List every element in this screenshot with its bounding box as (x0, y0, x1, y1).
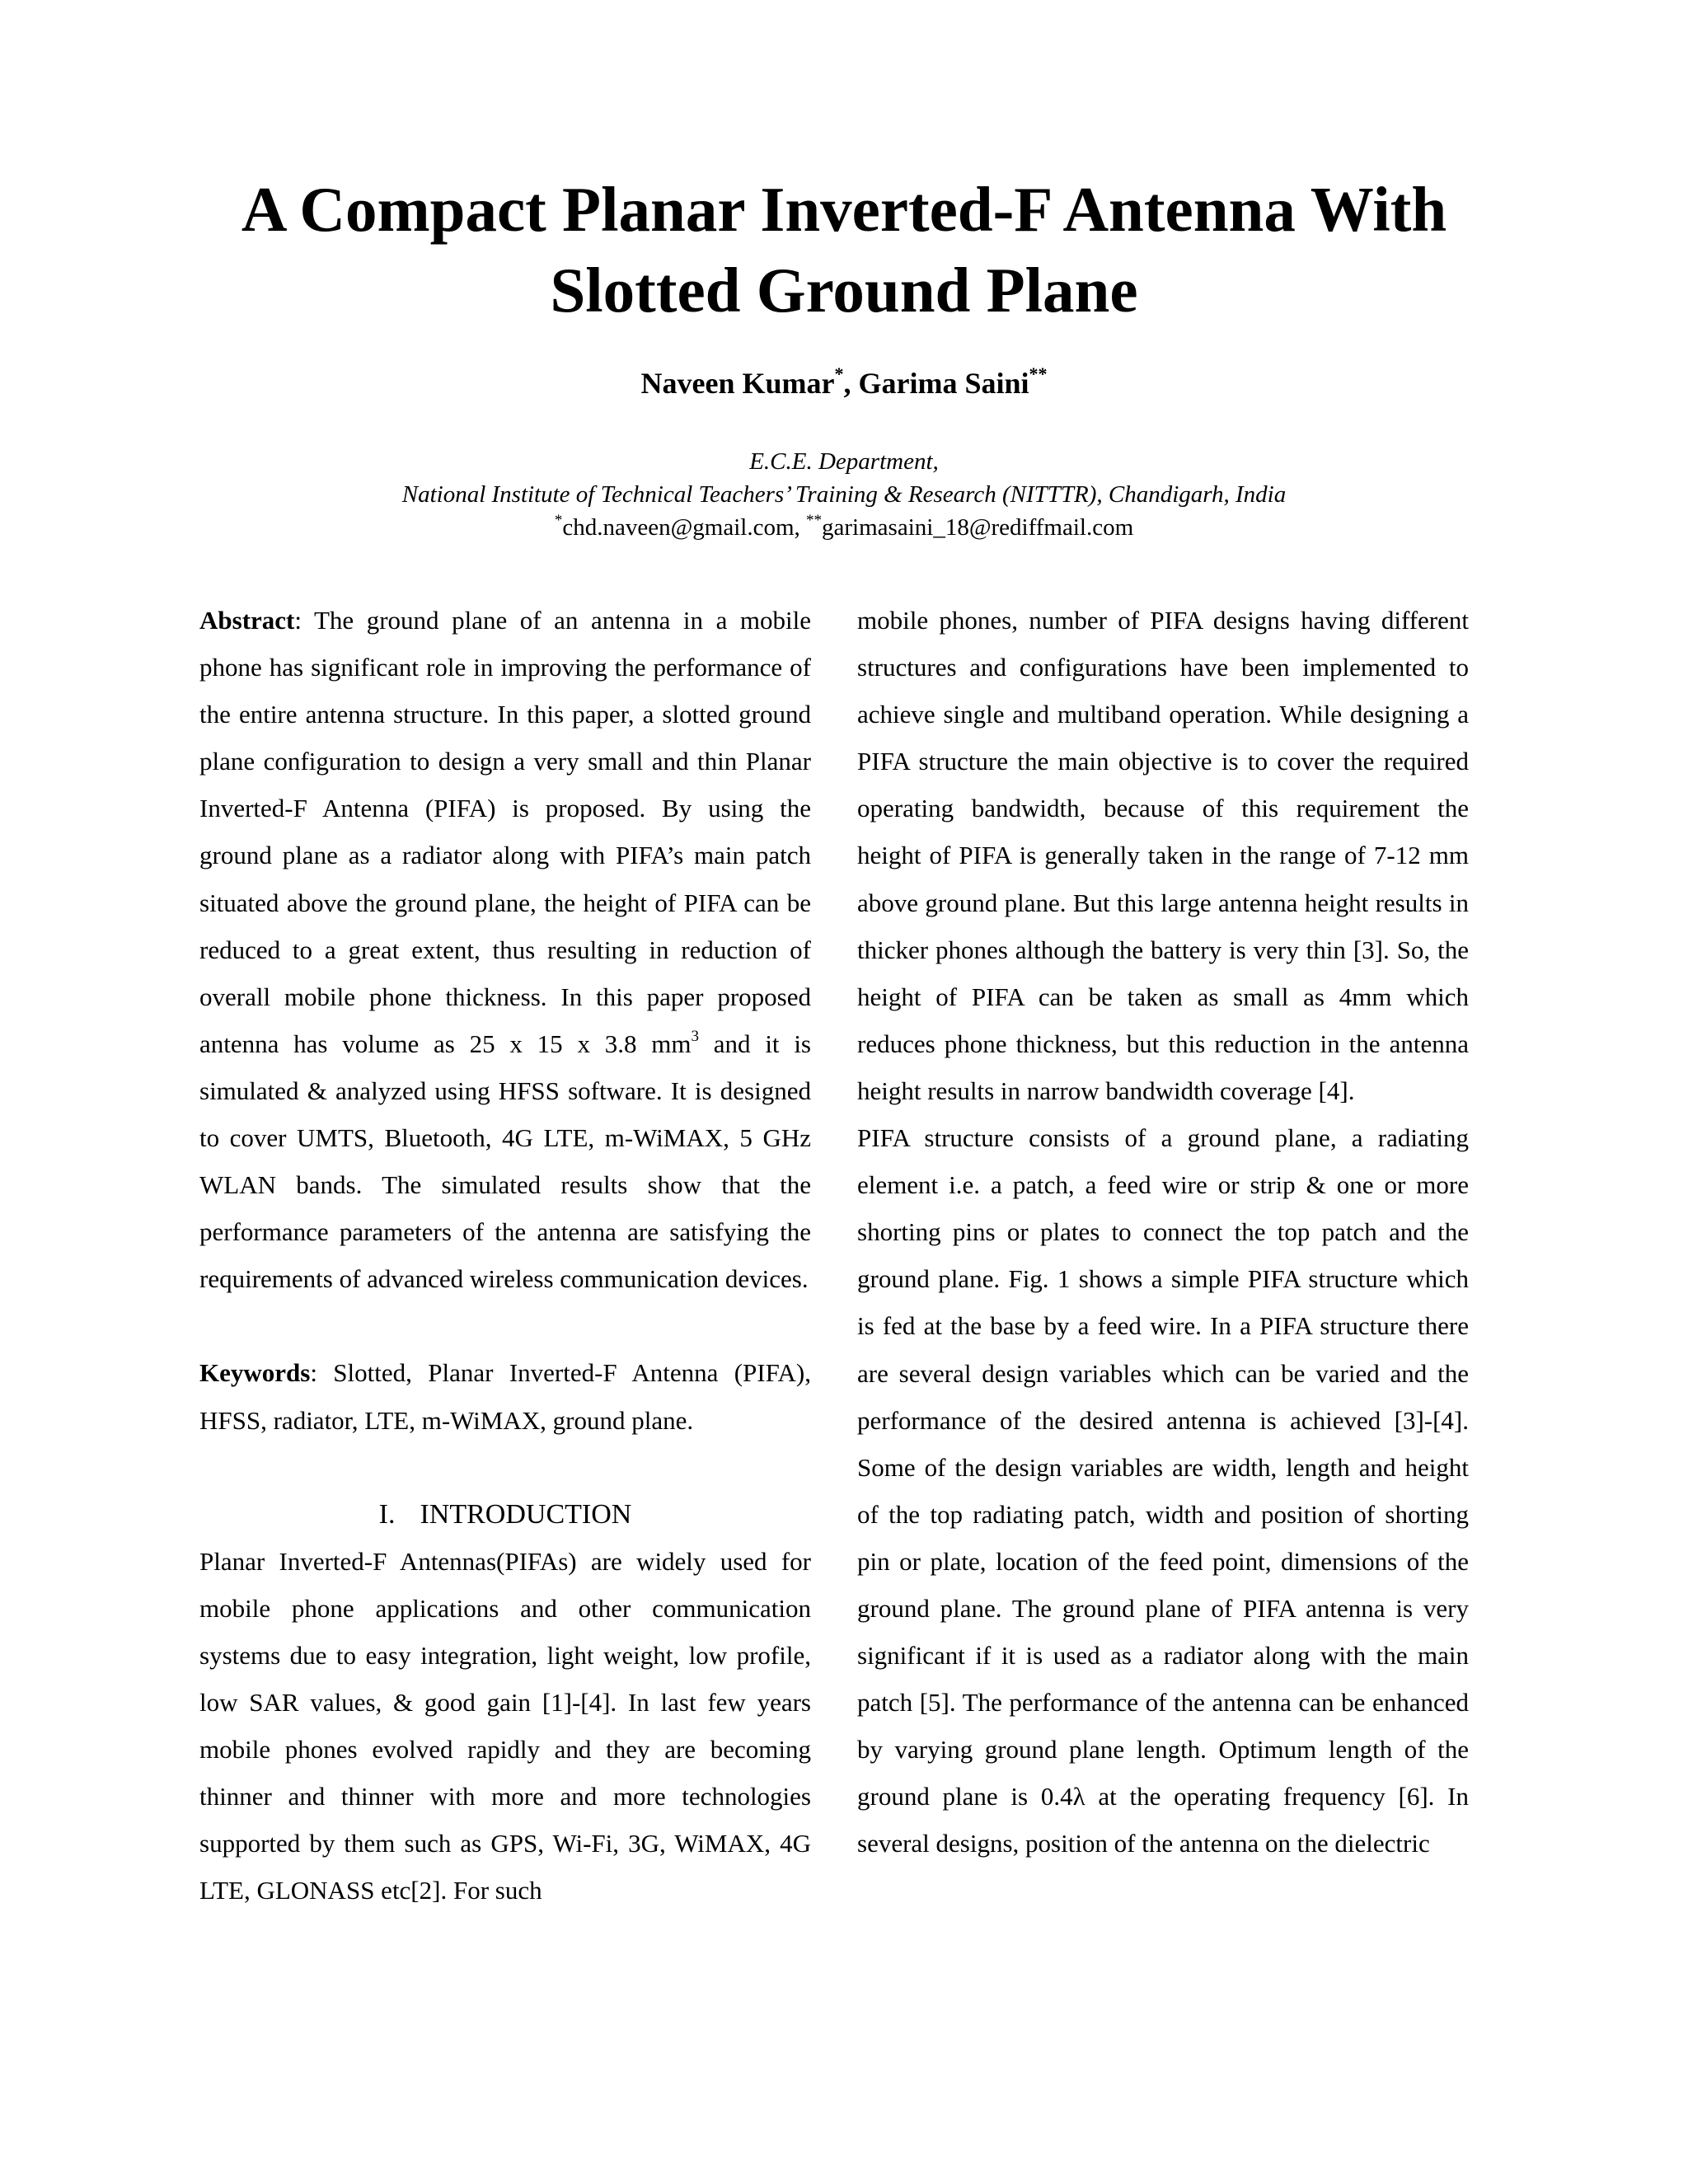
author-2-mark: ** (1029, 363, 1048, 384)
left-column (199, 597, 811, 1914)
email-2: garimasaini_18@rediffmail.com (822, 514, 1134, 541)
introduction-paragraph-3: PIFA structure consists of a ground plane, a radiating element i.e. a patch, a feed wire or strip & one or more shorting pins or plates to connect the top patch and the ground plane. Fig. 1 shows a simple PIFA structure which is fed at the base by a feed wire. In a PIFA structure there are several design variables which can be varied and the performance of the desired antenna is achieved [3]-[4]. Some of the design variables are width, length and height of the top radiating patch, width and position of shorting pin or plate, location of the feed point, dimensions of the ground plane. The ground plane of PIFA antenna is very significant if it is used as a radiator along with the main patch [5]. The performance of the antenna can be enhanced by varying ground plane length. Optimum length of the ground plane is 0.4λ at the operating frequency [6]. In several designs, position of the antenna on the dielectric (857, 1123, 1469, 1858)
section-heading-introduction (199, 1491, 811, 1538)
title-line-2: Slotted Ground Plane (550, 255, 1138, 326)
author-1: Naveen Kumar (640, 367, 835, 400)
right-column (857, 597, 1469, 1868)
introduction-paragraph-1: Planar Inverted-F Antennas(PIFAs) are widely used for mobile phone applications and other communication systems due to easy integration, light weight, low profile, low SAR values, & good gain [1]-[4]. In last few years mobile phones evolved rapidly and they are becoming thinner and thinner with more and more technologies supported by them such as GPS, Wi-Fi, 3G, WiMAX, 4G LTE, GLONASS etc[2]. For such (199, 1546, 811, 1905)
title-line-1: A Compact Planar Inverted-F Antenna With (241, 174, 1447, 245)
section-title: INTRODUCTION (420, 1498, 632, 1530)
abstract-text-a: : The ground plane of an antenna in a mobile phone has significant role in improving the performance of the entire antenna structure. In this paper, a slotted ground plane configuration to design a very small and thin Planar Inverted-F Antenna (PIFA) is proposed. By using the ground plane as a radiator along with PIFA’s main patch situated above the ground plane, the height of PIFA can be reduced to a great extent, thus resulting in reduction of overall mobile phone thickness. In this paper proposed antenna has volume as 25 x 15 x 3.8 mm (199, 606, 811, 1058)
paper-title (0, 169, 1688, 330)
affiliation (0, 445, 1688, 544)
author-separator: , (843, 367, 859, 400)
email-2-mark: ** (806, 512, 823, 529)
email-1-mark: * (554, 512, 563, 529)
keywords-text: : Slotted, Planar Inverted-F Antenna (PIFA), HFSS, radiator, LTE, m-WiMAX, ground plane. (199, 1358, 811, 1435)
abstract-label: Abstract (199, 606, 295, 635)
section-number: I. (378, 1498, 396, 1530)
introduction-paragraph-2: mobile phones, number of PIFA designs having different structures and configurations have been implemented to achieve single and multiband operation. While designing a PIFA structure the main objective is to cover the required operating bandwidth, because of this requirement the height of PIFA is generally taken in the range of 7-12 mm above ground plane. But this large antenna height results in thicker phones although the battery is very thin [3]. So, the height of PIFA can be taken as small as 4mm which reduces phone thickness, but this reduction in the antenna height results in narrow bandwidth coverage [4]. (857, 606, 1469, 1105)
abstract (199, 597, 811, 1302)
keywords-label: Keywords (199, 1358, 311, 1388)
email-line (0, 511, 1688, 544)
abstract-text-b: and it is simulated & analyzed using HFSS software. It is designed to cover UMTS, Bluetooth, 4G LTE, m-WiMAX, 5 GHz WLAN bands. The simulated results show that the performance parameters of the antenna are satisfying the requirements of advanced wireless communication devices. (199, 1029, 811, 1294)
email-1: chd.naveen@gmail.com, (562, 514, 807, 541)
abstract-superscript: 3 (691, 1027, 699, 1045)
author-2: Garima Saini (858, 367, 1029, 400)
author-1-mark: * (834, 363, 844, 384)
department: E.C.E. Department, (749, 448, 939, 475)
keywords (199, 1349, 811, 1443)
institute: National Institute of Technical Teachers’ Training & Research (NITTTR), Chandigarh, India (401, 481, 1287, 508)
author-list (0, 363, 1688, 404)
